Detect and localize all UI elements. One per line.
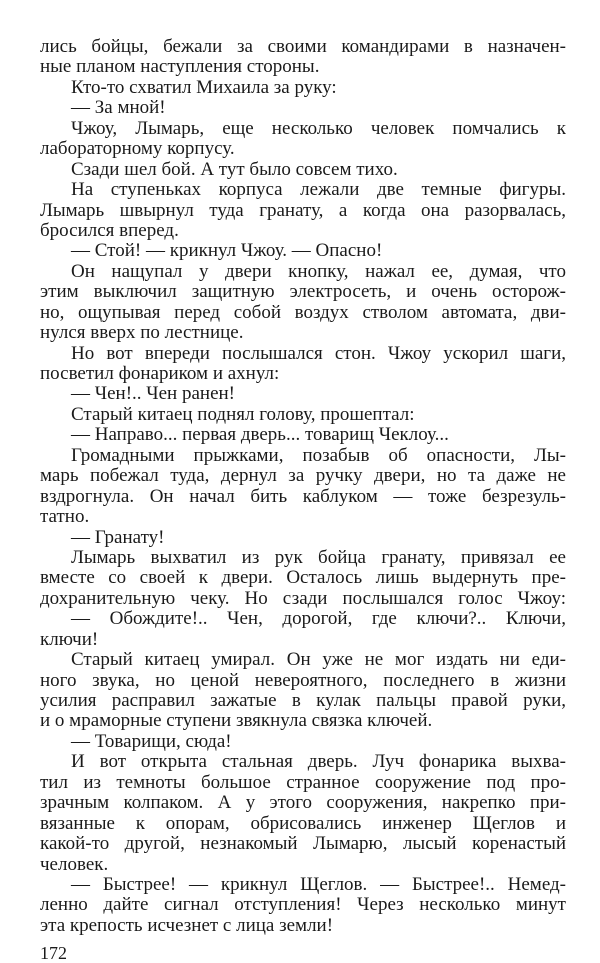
text-line: вздрогнула. Он начал бить каблуком — тоже безрезуль- (40, 485, 566, 507)
text-line: ключи! (40, 628, 99, 650)
text-line: Но вот впереди послышался стон. Чжоу ускорил шаги, (71, 342, 566, 364)
text-line: посветил фонариком и ахнул: (40, 363, 280, 384)
text-line: человек. (40, 853, 109, 875)
text-line: — Быстрее! — крикнул Щеглов. — Быстрее!.. Немед- (71, 873, 566, 895)
text-line: нулся вверх по лестнице. (40, 322, 244, 344)
text-line: усилия расправил зажатые в кулак пальцы правой руки, (40, 690, 566, 711)
text-line: татно. (40, 506, 90, 528)
text-line: ленно дайте сигнал отступления! Через несколько минут (40, 894, 566, 916)
text-line: ные планом наступления стороны. (40, 56, 320, 78)
text-line: дохранительную чеку. Но сзади послышался голос Чжоу: (40, 587, 566, 609)
text-line: Чжоу, Лымарь, еще несколько человек помчались к (71, 117, 566, 139)
text-line: бросился вперед. (40, 219, 179, 241)
text-line: лабораторному корпусу. (40, 138, 235, 160)
text-line: Лымарь выхватил из рук бойца гранату, привязал ее (71, 546, 566, 568)
text-line: Старый китаец поднял голову, прошептал: (71, 403, 415, 425)
page-number: 172 (40, 943, 67, 963)
text-line: Старый китаец умирал. Он уже не мог издать ни еди- (71, 649, 566, 671)
text-line: вместе со своей к двери. Осталось лишь выдернуть пре- (40, 567, 566, 589)
text-line: — Обождите!.. Чен, дорогой, где ключи?.. Ключи, (71, 608, 566, 630)
text-line: но, ощупывая перед собой воздух стволом автомата, дви- (40, 301, 566, 323)
text-line: На ступеньках корпуса лежали две темные фигуры. (71, 179, 566, 201)
text-line: и о мраморные ступени звякнула связка ключей. (40, 710, 433, 732)
text-line: зрачным колпаком. А у этого сооружения, накрепко при- (40, 792, 566, 814)
text-line: Лымарь швырнул туда гранату, а когда она разорвалась, (40, 199, 566, 221)
text-line: тил из темноты большое странное сооружение под про- (40, 771, 566, 793)
text-line: — Направо... первая дверь... товарищ Чеклоу... (71, 424, 449, 446)
text-line: И вот открыта стальная дверь. Луч фонарика выхва- (71, 751, 566, 773)
body-text (40, 37, 566, 936)
text-line: лись бойцы, бежали за своими командирами в назначен- (40, 36, 566, 57)
text-line: Кто-то схватил Михаила за руку: (71, 76, 337, 98)
text-line: Громадными прыжками, позабыв об опасности, Лы- (71, 444, 566, 466)
text-line: вязанные к опорам, обрисовались инженер Щеглов и (40, 812, 566, 834)
text-line: ного звука, но ценой невероятного, последнего в жизни (40, 669, 566, 691)
text-line: Сзади шел бой. А тут было совсем тихо. (71, 158, 398, 180)
text-line: этим выключил защитную электросеть, и очень осторож- (40, 281, 566, 303)
text-line: — Товарищи, сюда! (71, 730, 232, 752)
text-line: — Гранату! (71, 526, 165, 548)
text-line: какой-то другой, незнакомый Лымарю, лысый коренастый (40, 833, 566, 855)
text-line: Он нащупал у двери кнопку, нажал ее, думая, что (71, 260, 566, 282)
text-line: эта крепость исчезнет с лица земли! (40, 914, 334, 936)
text-line: — Чен!.. Чен ранен! (71, 383, 236, 405)
text-line: — За мной! (71, 97, 166, 119)
text-line: — Стой! — крикнул Чжоу. — Опасно! (71, 240, 383, 262)
text-line: марь побежал туда, дернул за ручку двери, но та даже не (40, 465, 566, 487)
